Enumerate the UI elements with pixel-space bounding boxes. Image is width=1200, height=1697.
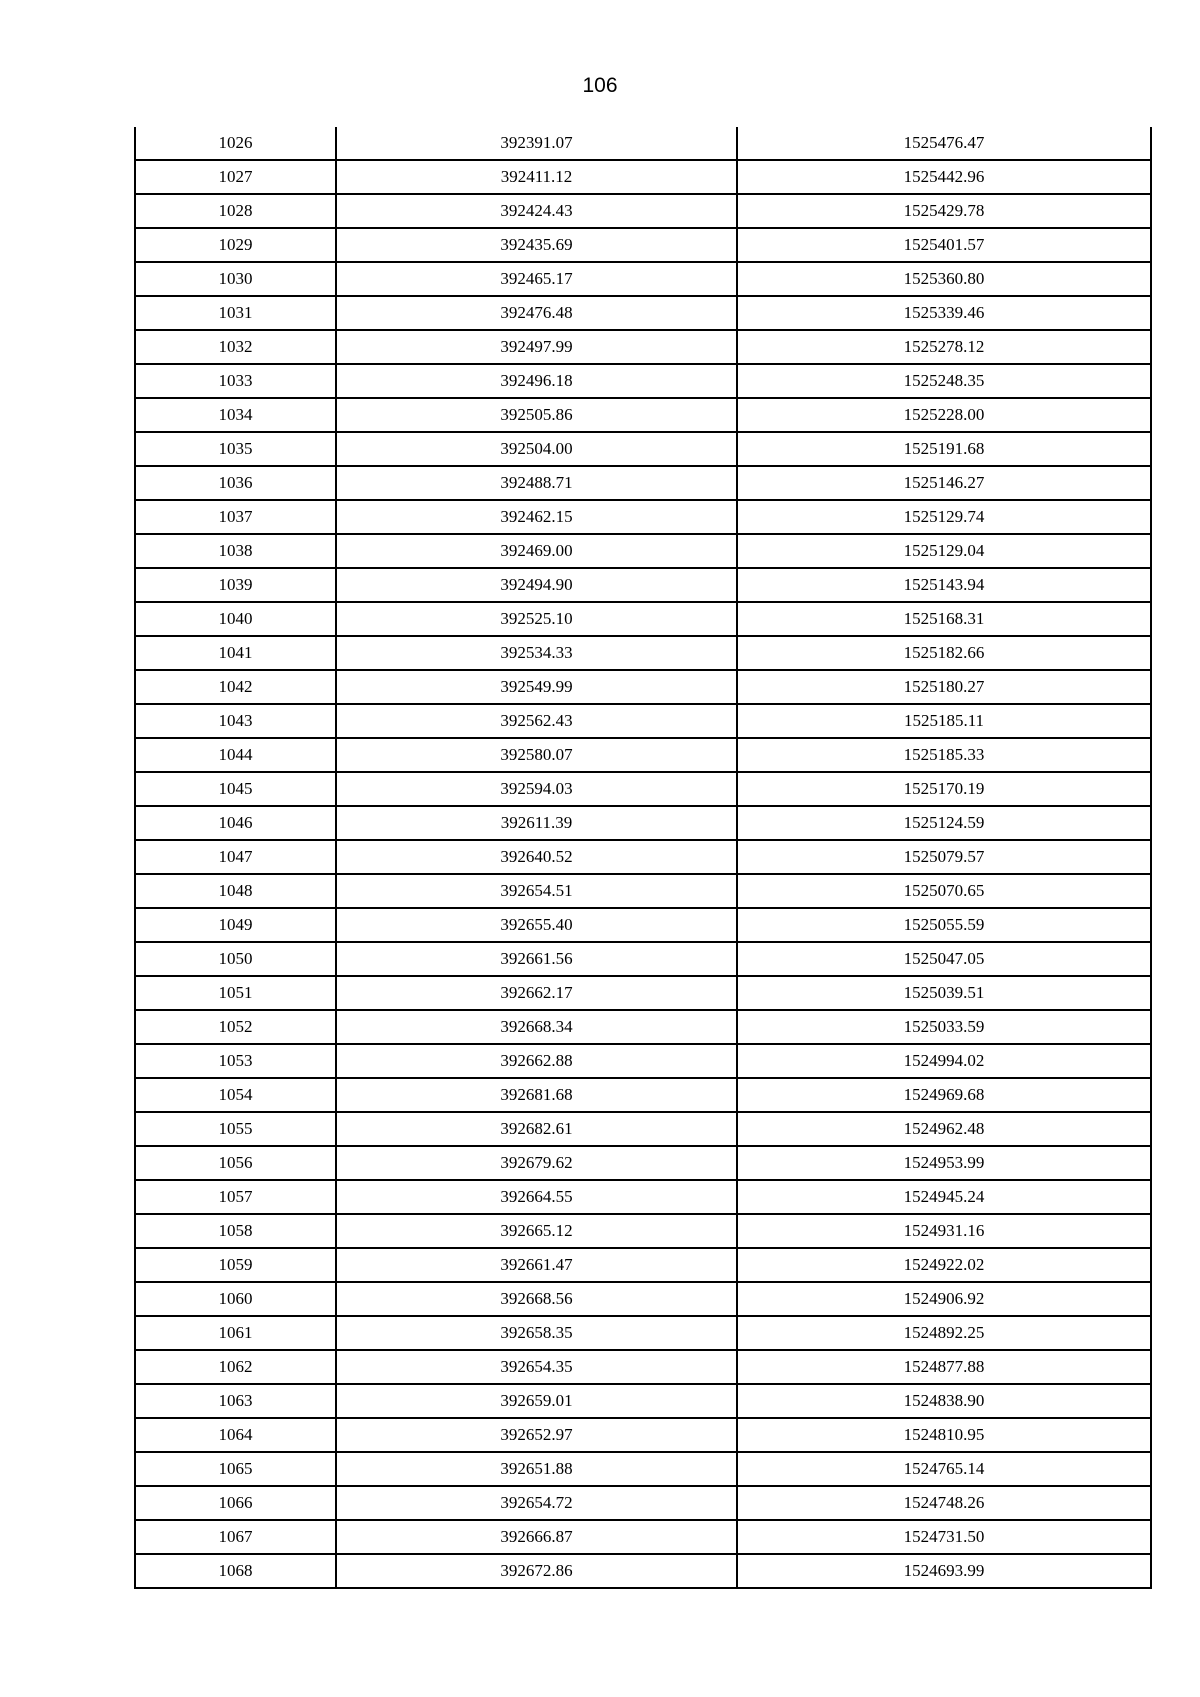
x-coordinate-cell: 392435.69 [336, 228, 737, 262]
y-coordinate-cell: 1524953.99 [737, 1146, 1151, 1180]
table-row [135, 976, 1151, 1010]
y-coordinate-cell: 1524765.14 [737, 1452, 1151, 1486]
point-number-cell: 1043 [135, 704, 336, 738]
point-number-cell: 1059 [135, 1248, 336, 1282]
point-number-cell: 1067 [135, 1520, 336, 1554]
table-row [135, 500, 1151, 534]
table-row [135, 330, 1151, 364]
y-coordinate-cell: 1525182.66 [737, 636, 1151, 670]
table-row [135, 364, 1151, 398]
point-number-cell: 1054 [135, 1078, 336, 1112]
point-number-cell: 1053 [135, 1044, 336, 1078]
table-row [135, 1010, 1151, 1044]
page-number: 106 [582, 74, 618, 97]
x-coordinate-cell: 392654.35 [336, 1350, 737, 1384]
point-number-cell: 1055 [135, 1112, 336, 1146]
x-coordinate-cell: 392562.43 [336, 704, 737, 738]
point-number-cell: 1034 [135, 398, 336, 432]
x-coordinate-cell: 392424.43 [336, 194, 737, 228]
y-coordinate-cell: 1524810.95 [737, 1418, 1151, 1452]
y-coordinate-cell: 1525360.80 [737, 262, 1151, 296]
y-coordinate-cell: 1525442.96 [737, 160, 1151, 194]
y-coordinate-cell: 1525248.35 [737, 364, 1151, 398]
point-number-cell: 1051 [135, 976, 336, 1010]
y-coordinate-cell: 1525124.59 [737, 806, 1151, 840]
x-coordinate-cell: 392611.39 [336, 806, 737, 840]
table-row [135, 534, 1151, 568]
y-coordinate-cell: 1524945.24 [737, 1180, 1151, 1214]
y-coordinate-cell: 1525278.12 [737, 330, 1151, 364]
table-row [135, 194, 1151, 228]
y-coordinate-cell: 1525191.68 [737, 432, 1151, 466]
y-coordinate-cell: 1525047.05 [737, 942, 1151, 976]
point-number-cell: 1036 [135, 466, 336, 500]
x-coordinate-cell: 392654.72 [336, 1486, 737, 1520]
y-coordinate-cell: 1524892.25 [737, 1316, 1151, 1350]
y-coordinate-cell: 1525228.00 [737, 398, 1151, 432]
table-row [135, 806, 1151, 840]
point-number-cell: 1035 [135, 432, 336, 466]
table-row [135, 636, 1151, 670]
table-row [135, 704, 1151, 738]
point-number-cell: 1029 [135, 228, 336, 262]
table-row [135, 296, 1151, 330]
coordinate-table [134, 127, 1152, 1589]
y-coordinate-cell: 1525401.57 [737, 228, 1151, 262]
table-row [135, 1554, 1151, 1588]
coordinate-table-body [135, 127, 1151, 1588]
point-number-cell: 1030 [135, 262, 336, 296]
table-row [135, 228, 1151, 262]
point-number-cell: 1062 [135, 1350, 336, 1384]
x-coordinate-cell: 392655.40 [336, 908, 737, 942]
x-coordinate-cell: 392580.07 [336, 738, 737, 772]
y-coordinate-cell: 1525129.74 [737, 500, 1151, 534]
x-coordinate-cell: 392661.47 [336, 1248, 737, 1282]
point-number-cell: 1037 [135, 500, 336, 534]
x-coordinate-cell: 392594.03 [336, 772, 737, 806]
table-row [135, 432, 1151, 466]
table-row [135, 772, 1151, 806]
y-coordinate-cell: 1525129.04 [737, 534, 1151, 568]
table-row [135, 1418, 1151, 1452]
x-coordinate-cell: 392651.88 [336, 1452, 737, 1486]
table-row [135, 568, 1151, 602]
point-number-cell: 1041 [135, 636, 336, 670]
point-number-cell: 1046 [135, 806, 336, 840]
x-coordinate-cell: 392679.62 [336, 1146, 737, 1180]
y-coordinate-cell: 1525168.31 [737, 602, 1151, 636]
y-coordinate-cell: 1525079.57 [737, 840, 1151, 874]
point-number-cell: 1033 [135, 364, 336, 398]
x-coordinate-cell: 392488.71 [336, 466, 737, 500]
point-number-cell: 1027 [135, 160, 336, 194]
table-row [135, 127, 1151, 160]
point-number-cell: 1060 [135, 1282, 336, 1316]
table-row [135, 1248, 1151, 1282]
x-coordinate-cell: 392465.17 [336, 262, 737, 296]
x-coordinate-cell: 392661.56 [336, 942, 737, 976]
y-coordinate-cell: 1524931.16 [737, 1214, 1151, 1248]
point-number-cell: 1028 [135, 194, 336, 228]
table-row [135, 1146, 1151, 1180]
x-coordinate-cell: 392469.00 [336, 534, 737, 568]
x-coordinate-cell: 392534.33 [336, 636, 737, 670]
y-coordinate-cell: 1525170.19 [737, 772, 1151, 806]
table-row [135, 398, 1151, 432]
y-coordinate-cell: 1525185.11 [737, 704, 1151, 738]
table-row [135, 1452, 1151, 1486]
x-coordinate-cell: 392668.56 [336, 1282, 737, 1316]
point-number-cell: 1026 [135, 127, 336, 160]
point-number-cell: 1048 [135, 874, 336, 908]
x-coordinate-cell: 392666.87 [336, 1520, 737, 1554]
point-number-cell: 1063 [135, 1384, 336, 1418]
x-coordinate-cell: 392494.90 [336, 568, 737, 602]
x-coordinate-cell: 392391.07 [336, 127, 737, 160]
x-coordinate-cell: 392476.48 [336, 296, 737, 330]
x-coordinate-cell: 392497.99 [336, 330, 737, 364]
x-coordinate-cell: 392659.01 [336, 1384, 737, 1418]
table-row [135, 466, 1151, 500]
point-number-cell: 1064 [135, 1418, 336, 1452]
y-coordinate-cell: 1524922.02 [737, 1248, 1151, 1282]
x-coordinate-cell: 392496.18 [336, 364, 737, 398]
table-row [135, 1044, 1151, 1078]
point-number-cell: 1049 [135, 908, 336, 942]
x-coordinate-cell: 392681.68 [336, 1078, 737, 1112]
x-coordinate-cell: 392665.12 [336, 1214, 737, 1248]
y-coordinate-cell: 1524748.26 [737, 1486, 1151, 1520]
table-row [135, 602, 1151, 636]
y-coordinate-cell: 1525070.65 [737, 874, 1151, 908]
table-row [135, 262, 1151, 296]
table-row [135, 1078, 1151, 1112]
x-coordinate-cell: 392662.88 [336, 1044, 737, 1078]
y-coordinate-cell: 1524994.02 [737, 1044, 1151, 1078]
x-coordinate-cell: 392672.86 [336, 1554, 737, 1588]
point-number-cell: 1045 [135, 772, 336, 806]
x-coordinate-cell: 392640.52 [336, 840, 737, 874]
table-row [135, 1350, 1151, 1384]
table-row [135, 160, 1151, 194]
x-coordinate-cell: 392462.15 [336, 500, 737, 534]
table-row [135, 840, 1151, 874]
x-coordinate-cell: 392664.55 [336, 1180, 737, 1214]
x-coordinate-cell: 392662.17 [336, 976, 737, 1010]
table-row [135, 1316, 1151, 1350]
table-row [135, 738, 1151, 772]
x-coordinate-cell: 392652.97 [336, 1418, 737, 1452]
y-coordinate-cell: 1525339.46 [737, 296, 1151, 330]
y-coordinate-cell: 1525180.27 [737, 670, 1151, 704]
table-row [135, 1486, 1151, 1520]
point-number-cell: 1040 [135, 602, 336, 636]
point-number-cell: 1066 [135, 1486, 336, 1520]
point-number-cell: 1065 [135, 1452, 336, 1486]
x-coordinate-cell: 392682.61 [336, 1112, 737, 1146]
point-number-cell: 1039 [135, 568, 336, 602]
point-number-cell: 1038 [135, 534, 336, 568]
point-number-cell: 1047 [135, 840, 336, 874]
point-number-cell: 1050 [135, 942, 336, 976]
point-number-cell: 1052 [135, 1010, 336, 1044]
y-coordinate-cell: 1525143.94 [737, 568, 1151, 602]
x-coordinate-cell: 392658.35 [336, 1316, 737, 1350]
table-row [135, 670, 1151, 704]
y-coordinate-cell: 1525033.59 [737, 1010, 1151, 1044]
y-coordinate-cell: 1524906.92 [737, 1282, 1151, 1316]
point-number-cell: 1042 [135, 670, 336, 704]
table-row [135, 908, 1151, 942]
y-coordinate-cell: 1524877.88 [737, 1350, 1151, 1384]
point-number-cell: 1061 [135, 1316, 336, 1350]
point-number-cell: 1068 [135, 1554, 336, 1588]
y-coordinate-cell: 1524969.68 [737, 1078, 1151, 1112]
point-number-cell: 1031 [135, 296, 336, 330]
x-coordinate-cell: 392549.99 [336, 670, 737, 704]
table-row [135, 1384, 1151, 1418]
y-coordinate-cell: 1524731.50 [737, 1520, 1151, 1554]
point-number-cell: 1057 [135, 1180, 336, 1214]
y-coordinate-cell: 1525146.27 [737, 466, 1151, 500]
point-number-cell: 1044 [135, 738, 336, 772]
point-number-cell: 1058 [135, 1214, 336, 1248]
y-coordinate-cell: 1525185.33 [737, 738, 1151, 772]
y-coordinate-cell: 1524962.48 [737, 1112, 1151, 1146]
y-coordinate-cell: 1525476.47 [737, 127, 1151, 160]
x-coordinate-cell: 392525.10 [336, 602, 737, 636]
y-coordinate-cell: 1524693.99 [737, 1554, 1151, 1588]
y-coordinate-cell: 1525055.59 [737, 908, 1151, 942]
y-coordinate-cell: 1525429.78 [737, 194, 1151, 228]
point-number-cell: 1032 [135, 330, 336, 364]
x-coordinate-cell: 392668.34 [336, 1010, 737, 1044]
table-row [135, 1112, 1151, 1146]
x-coordinate-cell: 392411.12 [336, 160, 737, 194]
table-row [135, 1180, 1151, 1214]
table-row [135, 1520, 1151, 1554]
point-number-cell: 1056 [135, 1146, 336, 1180]
table-row [135, 942, 1151, 976]
x-coordinate-cell: 392505.86 [336, 398, 737, 432]
table-row [135, 1282, 1151, 1316]
y-coordinate-cell: 1525039.51 [737, 976, 1151, 1010]
table-row [135, 1214, 1151, 1248]
y-coordinate-cell: 1524838.90 [737, 1384, 1151, 1418]
table-row [135, 874, 1151, 908]
x-coordinate-cell: 392504.00 [336, 432, 737, 466]
x-coordinate-cell: 392654.51 [336, 874, 737, 908]
